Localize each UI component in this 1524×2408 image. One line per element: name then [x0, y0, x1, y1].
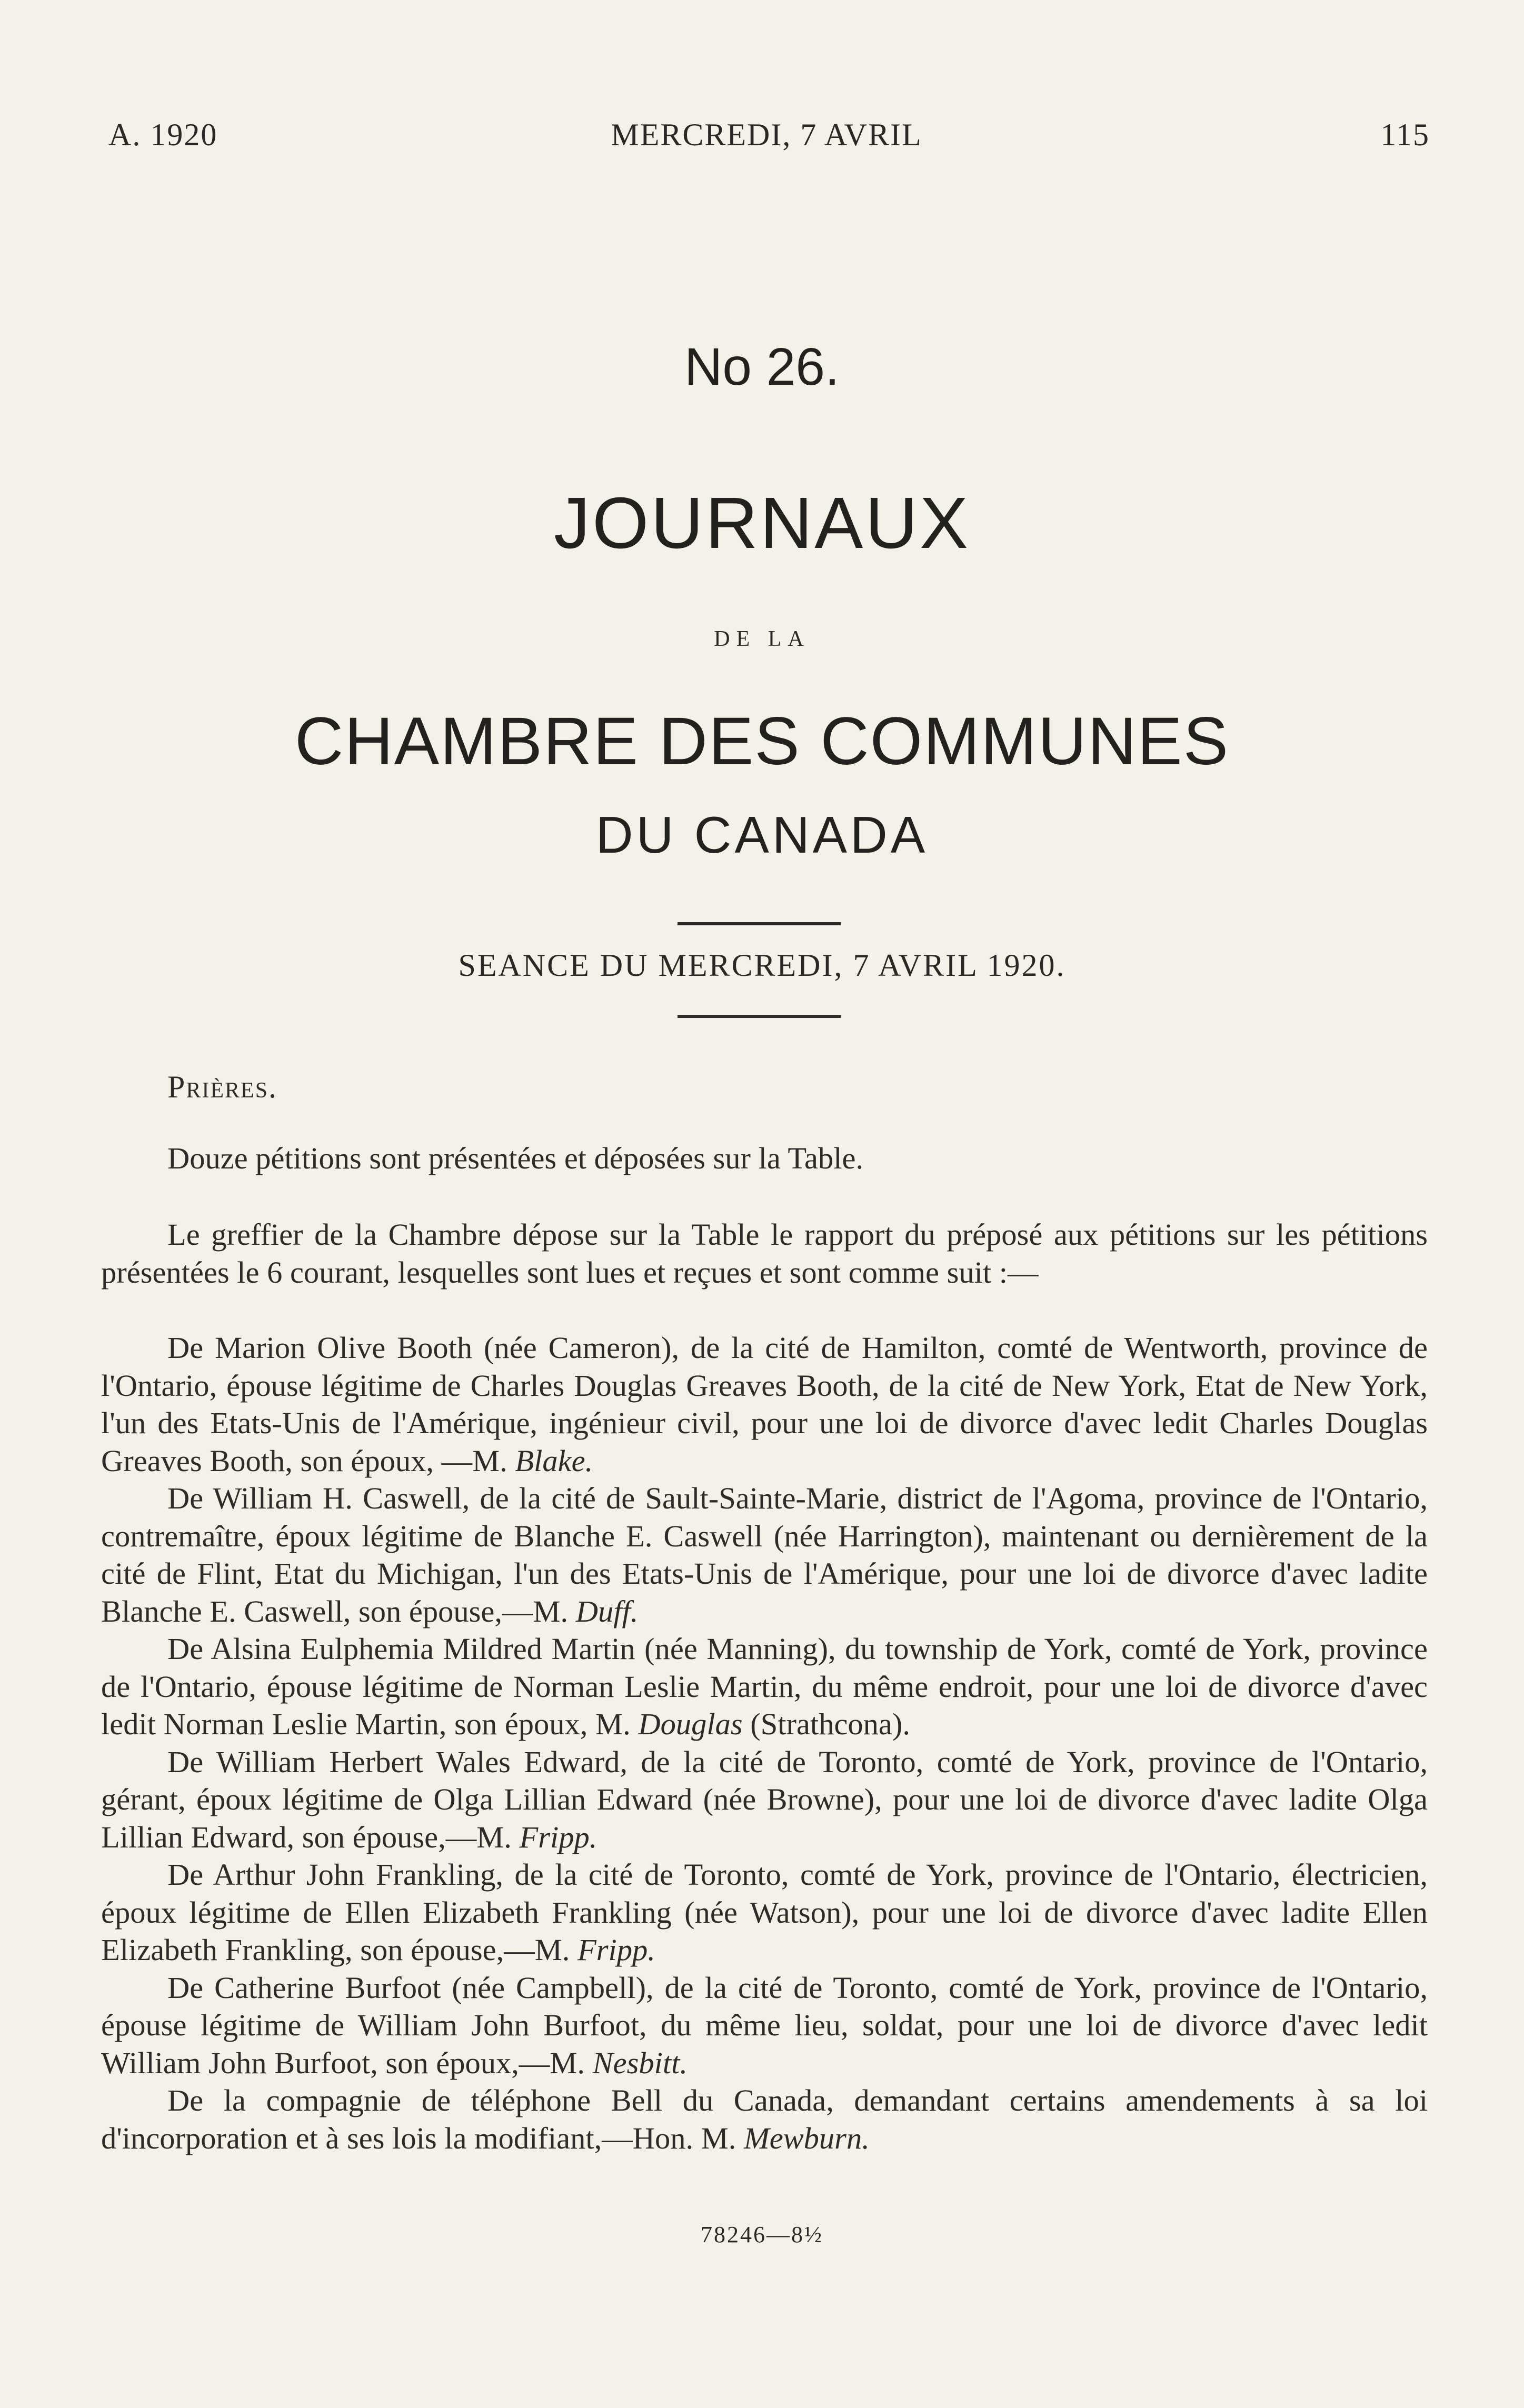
- petition-text: De William H. Caswell, de la cité de Sault-Sainte-Marie, district de l'Agoma, province de l'Ontario, contremaître, époux légitime de Blanche E. Caswell (née Harrington), maintenant ou dernièrement de la cité de Flint, Etat du Michigan, l'un des Etats-Unis de l'Amérique, pour une loi de divorce d'avec ladite Blanche E. Caswell, son épouse,—M.: [101, 1481, 1428, 1628]
- title-de-la: DE LA: [714, 627, 810, 651]
- petition-sponsor: Duff.: [575, 1594, 639, 1628]
- petition-text: De Marion Olive Booth (née Cameron), de la cité de Hamilton, comté de Wentworth, province de l'Ontario, épouse légitime de Charles Douglas Greaves Booth, de la cité de New York, Etat de New York, l'un des Etats-Unis de l'Amérique, ingénieur civil, pour une loi de divorce d'avec ledit Charles Douglas Greaves Booth, son époux, —M.: [101, 1331, 1428, 1478]
- page-number: 115: [1380, 117, 1430, 152]
- petitions-presented-paragraph: Douze pétitions sont présentées et déposées sur la Table.: [167, 1141, 864, 1175]
- session-heading: SEANCE DU MERCREDI, 7 AVRIL 1920.: [458, 948, 1066, 983]
- title-chambre: CHAMBRE DES COMMUNES: [294, 704, 1230, 779]
- petition-sponsor: Mewburn.: [743, 2121, 870, 2155]
- petitions-list: [101, 1329, 1428, 2157]
- header-year: A. 1920: [108, 117, 218, 152]
- issue-number: No 26.: [684, 337, 840, 396]
- petition-text: De Catherine Burfoot (née Campbell), de la cité de Toronto, comté de York, province de l'Ontario, épouse légitime de William John Burfoot, du même lieu, soldat, pour une loi de divorce d'avec ledit William John Burfoot, son époux,—M.: [101, 1970, 1428, 2080]
- petition-text: De Arthur John Frankling, de la cité de Toronto, comté de York, province de l'Ontario, électricien, époux légitime de Ellen Elizabeth Frankling (née Watson), pour une loi de divorce d'avec ladite Ellen Elizabeth Frankling, son épouse,—M.: [101, 1857, 1428, 1967]
- header-date: MERCREDI, 7 AVRIL: [611, 117, 922, 152]
- clerk-report-paragraph: Le greffier de la Chambre dépose sur la Table le rapport du préposé aux pétitions sur les pétitions présentées le 6 courant, lesquelles sont lues et reçues et sont comme suit :—: [101, 1217, 1428, 1290]
- title-du-canada: DU CANADA: [595, 806, 929, 864]
- petition-sponsor: Fripp.: [577, 1933, 655, 1967]
- petition-sponsor: Nesbitt.: [592, 2045, 688, 2080]
- petition-paragraph: [101, 1743, 1428, 1856]
- divider-top: [678, 922, 841, 925]
- running-header: [103, 117, 1430, 154]
- petition-sponsor: Douglas: [638, 1707, 743, 1741]
- petition-text: De William Herbert Wales Edward, de la cité de Toronto, comté de York, province de l'Ontario, gérant, époux légitime de Olga Lillian Edward (née Browne), pour une loi de divorce d'avec ladite Olga Lillian Edward, son épouse,—M.: [101, 1744, 1428, 1854]
- divider-bottom: [678, 1015, 841, 1018]
- petition-paragraph: [101, 1480, 1428, 1630]
- prayers-heading: Prières.: [167, 1070, 278, 1104]
- petition-sponsor: Fripp.: [519, 1820, 597, 1854]
- petition-suffix: (Strathcona).: [742, 1707, 910, 1741]
- petition-text: De la compagnie de téléphone Bell du Canada, demandant certains amendements à sa loi d'incorporation et à ses lois la modifiant,—Hon. M.: [101, 2083, 1428, 2155]
- petition-paragraph: [101, 1329, 1428, 1480]
- petition-paragraph: [101, 2082, 1428, 2157]
- petition-sponsor: Blake.: [515, 1443, 593, 1478]
- title-journaux: JOURNAUX: [553, 483, 971, 564]
- petition-paragraph: [101, 1856, 1428, 1969]
- petition-text: De Alsina Eulphemia Mildred Martin (née Manning), du township de York, comté de York, province de l'Ontario, épouse légitime de Norman Leslie Martin, du même endroit, pour une loi de divorce d'avec ledit Norman Leslie Martin, son époux, M.: [101, 1632, 1428, 1741]
- print-code: 78246—8½: [701, 2222, 823, 2247]
- petition-paragraph: [101, 1630, 1428, 1743]
- petition-paragraph: [101, 1969, 1428, 2082]
